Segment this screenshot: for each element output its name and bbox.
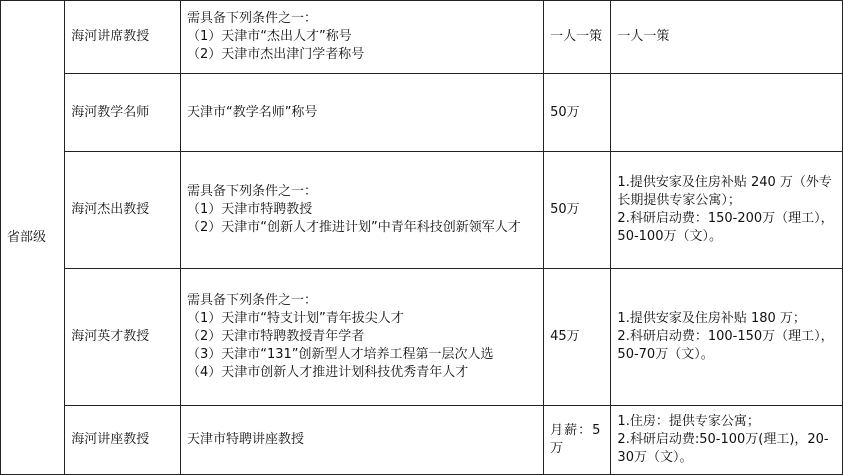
support-cell	[611, 268, 843, 405]
title-cell: 海河教学名师	[65, 74, 181, 151]
support-line: 一人一策	[617, 29, 670, 45]
support-cell	[611, 1, 843, 74]
amount-cell: 45万	[544, 268, 611, 405]
condition-line: （1）天津市“杰出人才”称号	[186, 29, 352, 45]
table-row	[1, 74, 843, 151]
table-row	[1, 151, 843, 268]
condition-line: （1）天津市“特支计划”青年拔尖人才	[186, 310, 404, 326]
title-cell: 海河杰出教授	[65, 151, 181, 268]
condition-line: （3）天津市“131”创新型人才培养工程第一层次人选	[186, 346, 494, 362]
conditions-cell	[180, 74, 543, 151]
level-cell: 省部级	[1, 1, 65, 475]
table-row	[1, 268, 843, 405]
condition-line: 需具备下列条件之一：	[186, 11, 317, 27]
title-cell: 海河英才教授	[65, 268, 181, 405]
support-line: 2.科研启动费：150-200万（理工），50-100万（文）。	[617, 210, 834, 244]
amount-cell: 50万	[544, 151, 611, 268]
condition-line: （1）天津市特聘教授	[186, 201, 313, 217]
condition-line: 需具备下列条件之一：	[186, 292, 317, 308]
condition-line: 天津市“教学名师”称号	[186, 104, 318, 120]
condition-line: （4）天津市创新人才推进计划科技优秀青年人才	[186, 364, 469, 380]
support-cell	[611, 74, 843, 151]
conditions-cell	[180, 151, 543, 268]
support-line: 2.科研启动费:50-100万(理工)，20-30万（文）。	[617, 431, 829, 465]
conditions-cell	[180, 1, 543, 74]
title-cell: 海河讲席教授	[65, 1, 181, 74]
amount-cell: 月薪：5万	[544, 405, 611, 474]
table-row	[1, 1, 843, 74]
table-row	[1, 405, 843, 474]
support-line: 2.科研启动费：100-150万（理工），50-70万（文）。	[617, 328, 834, 362]
amount-cell: 一人一策	[544, 1, 611, 74]
support-line: 1.提供安家及住房补贴 240 万（外专长期提供专家公寓）；	[617, 174, 832, 208]
support-cell	[611, 151, 843, 268]
condition-line: （2）天津市特聘教授青年学者	[186, 328, 365, 344]
conditions-cell	[180, 268, 543, 405]
condition-line: （2）天津市杰出津门学者称号	[186, 47, 365, 63]
support-cell	[611, 405, 843, 474]
support-line: 1.住房：提供专家公寓；	[617, 413, 760, 429]
support-line: 1.提供安家及住房补贴 180 万；	[617, 310, 806, 326]
amount-cell: 50万	[544, 74, 611, 151]
condition-line: 需具备下列条件之一：	[186, 183, 317, 199]
condition-line: 天津市特聘讲座教授	[186, 431, 304, 447]
conditions-cell	[180, 405, 543, 474]
condition-line: （2）天津市“创新人才推进计划”中青年科技创新领军人才	[186, 219, 521, 235]
title-cell: 海河讲座教授	[65, 405, 181, 474]
